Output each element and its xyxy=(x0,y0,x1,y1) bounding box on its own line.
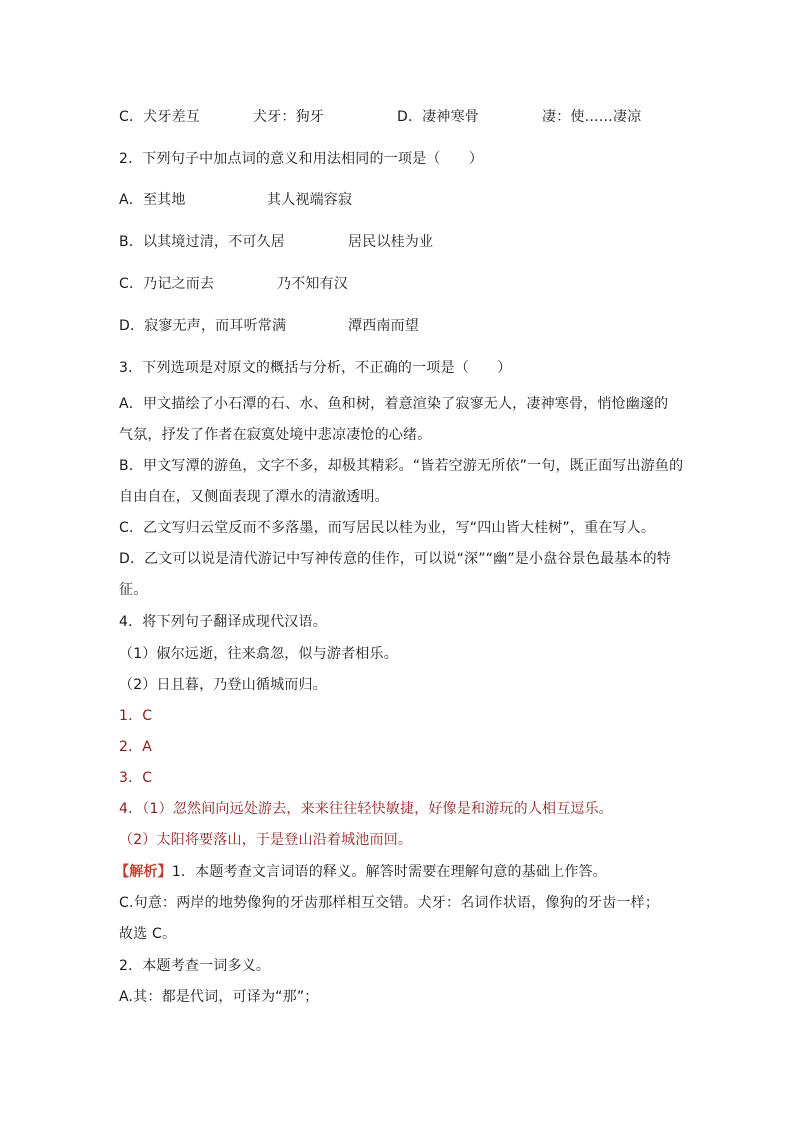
q1-option-d: D．凄神寒骨 xyxy=(397,109,479,125)
q3-option-a-line2: 气氛，抒发了作者在寂寞处境中悲凉凄怆的心绪。 xyxy=(119,427,432,443)
q3-option-c: C．乙文写归云堂反而不多落墨，而写居民以桂为业，写“四山皆大桂树”，重在写人。 xyxy=(119,520,656,536)
q1-option-d-gloss: 凄：使……凄凉 xyxy=(542,109,642,125)
analysis-line-2: 故选 C。 xyxy=(119,926,177,942)
q3-stem: 3．下列选项是对原文的概括与分析，不正确的一项是（ ） xyxy=(119,360,512,376)
q3-option-b-line1: B．甲文写潭的游鱼，文字不多，却极其精彩。“皆若空游无所依”一句，既正面写出游鱼的 xyxy=(119,458,684,474)
analysis-line-1: C.句意：两岸的地势像狗的牙齿那样相互交错。犬牙：名词作状语，像狗的牙齿一样； xyxy=(119,895,660,911)
q4-stem: 4．将下列句子翻译成现代汉语。 xyxy=(119,614,327,630)
analysis-tag: 【解析】 xyxy=(115,864,172,880)
q3-option-b-line2: 自由自在，又侧面表现了潭水的清澈透明。 xyxy=(119,489,389,505)
analysis-line-3: 2．本题考查一词多义。 xyxy=(119,958,271,974)
q4-item-1: （1）俶尔远逝，往来翕忽，似与游者相乐。 xyxy=(119,646,398,662)
analysis-intro-line xyxy=(115,862,607,882)
q2-stem: 2．下列句子中加点词的意义和用法相同的一项是（ ） xyxy=(119,151,484,167)
q1-option-c: C．犬牙差互 xyxy=(119,109,200,125)
answer-2: 2．A xyxy=(119,739,153,755)
analysis-line-4: A.其：都是代词，可译为“那”； xyxy=(119,989,319,1005)
q3-option-a-line1: A．甲文描绘了小石潭的石、水、鱼和树，着意渲染了寂寥无人，凄神寒骨，悄怆幽邃的 xyxy=(119,396,669,412)
analysis-intro: 1．本题考查文言词语的释义。解答时需要在理解句意的基础上作答。 xyxy=(171,864,607,880)
answer-4-item-2: （2）太阳将要落山，于是登山沿着城池而回。 xyxy=(119,832,413,848)
q3-option-d-line2: 征。 xyxy=(119,582,148,598)
answer-1: 1．C xyxy=(119,708,153,724)
answer-3: 3．C xyxy=(119,770,153,786)
document-page: C．犬牙差互 犬牙：狗牙 D．凄神寒骨 凄：使……凄凉 2．下列句子中加点词的意义和用法相同的一项是（ ） A．至其地 其人视端容寂 B．以其境过清，不可久居 居民以桂为业 C．乃记之而去 乃不知有汉 D．寂寥无声，而耳听常满 潭西南而望 3．下列选项是对原文的概括与分析，不正确的一项是（ ） A．甲文描绘了小石潭的石、水、鱼和树，着意渲染了寂寥无人，凄神寒骨，悄怆幽邃的 气氛，抒发了作者在寂寞处境中悲凉凄怆的心绪。 B．甲文写潭的游鱼，文字不多，却极其精彩。“皆若空游无所依”一句，既正面写出游鱼的 自由自在，又侧面表现了潭水的清澈透明。 C．乙文写归云堂反而不多落墨，而写居民以桂为业，写“四山皆大桂树”，重在写人。 D．乙文可以说是清代游记中写神传意的佳作，可以说“深”“幽”是小盘谷景色最基本的特 征。 4．将下列句子翻译成现代汉语。 （1）俶尔远逝，往来翕忽，似与游者相乐。 （2）日且暮，乃登山循城而归。 1．C 2．A 3．C 4．（1）忽然间向远处游去，来来往往轻快敏捷，好像是和游玩的人相互逗乐。 （2）太阳将要落山，于是登山沿着城池而回。 【解析】1．本题考查文言词语的释义。解答时需要在理解句意的基础上作答。 C.句意：两岸的地势像狗的牙齿那样相互交错。犬牙：名词作状语，像狗的牙齿一样； 故选 C。 2．本题考查一词多义。 A.其：都是代词，可译为“那”； xyxy=(115,109,684,1005)
answer-4-item-1: 4．（1）忽然间向远处游去，来来往往轻快敏捷，好像是和游玩的人相互逗乐。 xyxy=(119,801,614,817)
q4-item-2: （2）日且暮，乃登山循城而归。 xyxy=(119,677,327,693)
q3-option-d-line1: D．乙文可以说是清代游记中写神传意的佳作，可以说“深”“幽”是小盘谷景色最基本的特 xyxy=(119,551,671,567)
q1-option-c-gloss: 犬牙：狗牙 xyxy=(253,109,324,125)
